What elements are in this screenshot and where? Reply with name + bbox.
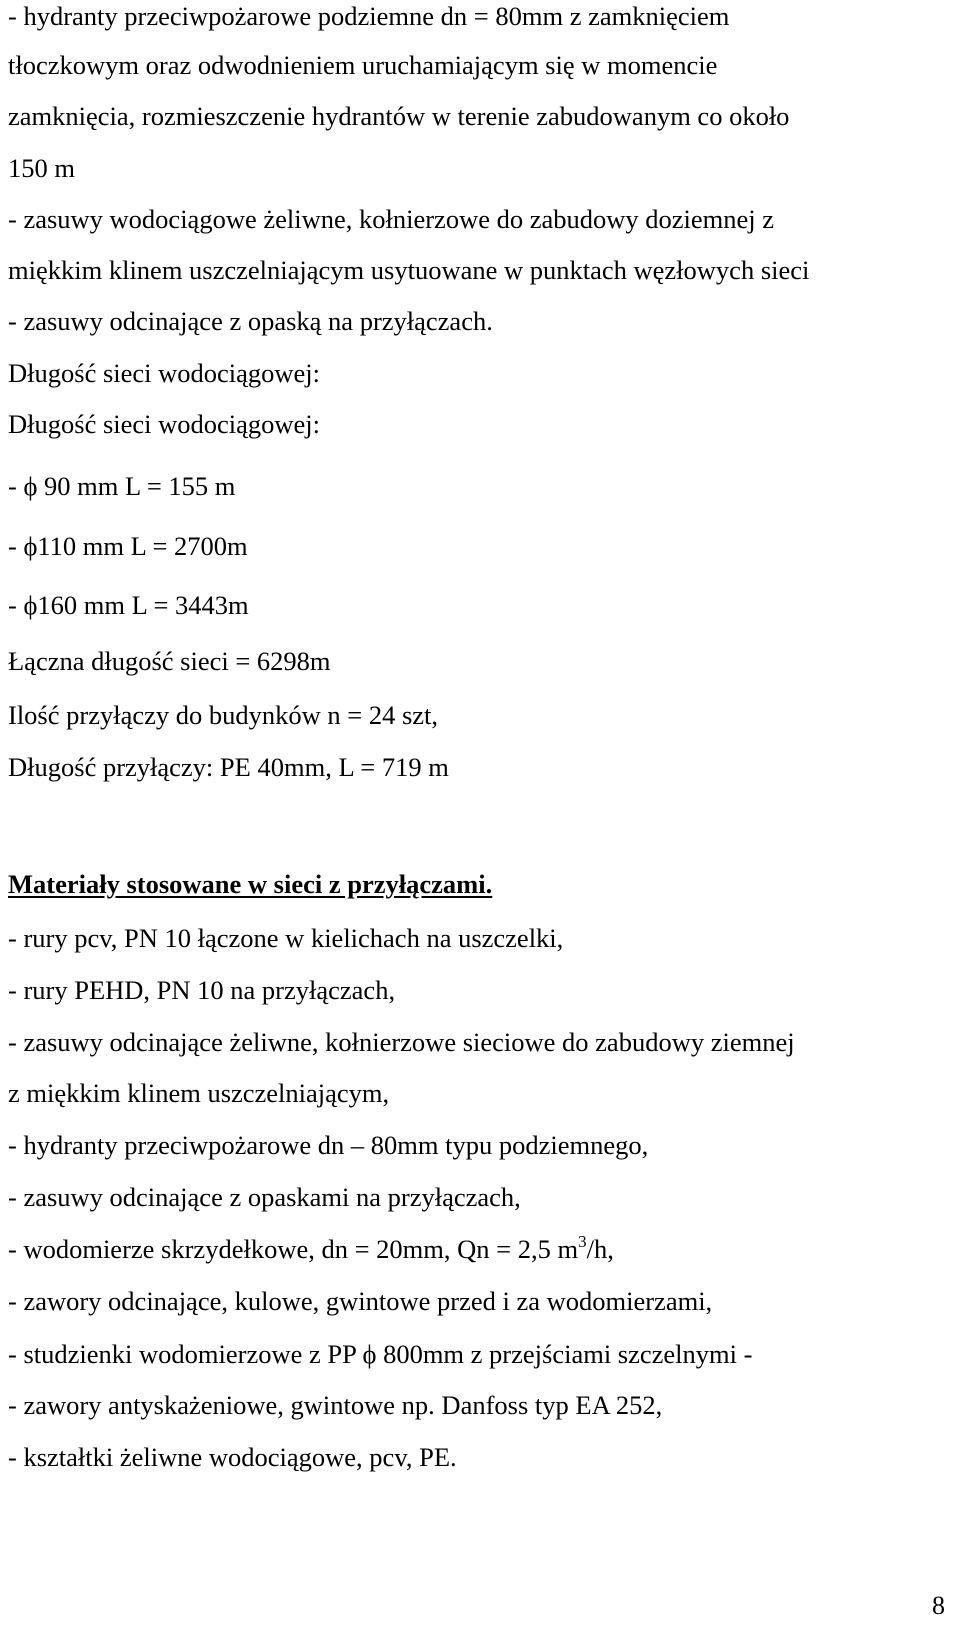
list-item-water-meter: [8, 1233, 614, 1269]
section-label: Długość sieci wodociągowej:: [8, 358, 321, 388]
list-item: - rury PEHD, PN 10 na przyłączach,: [8, 975, 396, 1005]
list-item: - zawory odcinające, kulowe, gwintowe przed i za wodomierzami,: [8, 1286, 713, 1316]
text-line: - hydranty przeciwpożarowe podziemne dn = 80mm z zamknięciem: [8, 1, 730, 31]
list-item: - kształtki żeliwne wodociągowe, pcv, PE.: [8, 1442, 457, 1472]
pipe-length-110: - ϕ110 mm L = 2700m: [8, 531, 248, 561]
connection-length: Długość przyłączy: PE 40mm, L = 719 m: [8, 752, 449, 782]
text-line: - zasuwy wodociągowe żeliwne, kołnierzowe do zabudowy doziemnej z: [8, 204, 775, 234]
water-meter-text: - wodomierze skrzydełkowe, dn = 20mm, Qn = 2,5 m: [8, 1234, 579, 1264]
list-item: z miękkim klinem uszczelniającym,: [8, 1078, 390, 1108]
section-label: Długość sieci wodociągowej:: [8, 409, 321, 439]
list-item: - zawory antyskażeniowe, gwintowe np. Danfoss typ EA 252,: [8, 1390, 663, 1420]
page-number: 8: [932, 1591, 945, 1620]
text-line: tłoczkowym oraz odwodnieniem uruchamiającym się w momencie: [8, 50, 718, 80]
text-line: zamknięcia, rozmieszczenie hydrantów w terenie zabudowanym co około: [8, 101, 790, 131]
text-line: - zasuwy odcinające z opaską na przyłączach.: [8, 306, 493, 336]
connection-count: Ilość przyłączy do budynków n = 24 szt,: [8, 700, 439, 730]
list-item: - studzienki wodomierzowe z PP ϕ 800mm z przejściami szczelnymi -: [8, 1339, 753, 1369]
pipe-length-160: - ϕ160 mm L = 3443m: [8, 590, 249, 620]
superscript: 3: [578, 1232, 587, 1251]
list-item: - zasuwy odcinające żeliwne, kołnierzowe sieciowe do zabudowy ziemnej: [8, 1027, 795, 1057]
text-line: 150 m: [8, 153, 75, 183]
total-length: Łączna długość sieci = 6298m: [8, 646, 331, 676]
list-item: - rury pcv, PN 10 łączone w kielichach na uszczelki,: [8, 923, 564, 953]
pipe-length-90: - ϕ 90 mm L = 155 m: [8, 471, 236, 501]
water-meter-unit: /h,: [586, 1234, 614, 1264]
text-line: miękkim klinem uszczelniającym usytuowane w punktach węzłowych sieci: [8, 255, 810, 285]
materials-heading: Materiały stosowane w sieci z przyłączami.: [8, 869, 493, 899]
list-item: - hydranty przeciwpożarowe dn – 80mm typu podziemnego,: [8, 1130, 649, 1160]
list-item: - zasuwy odcinające z opaskami na przyłączach,: [8, 1182, 521, 1212]
